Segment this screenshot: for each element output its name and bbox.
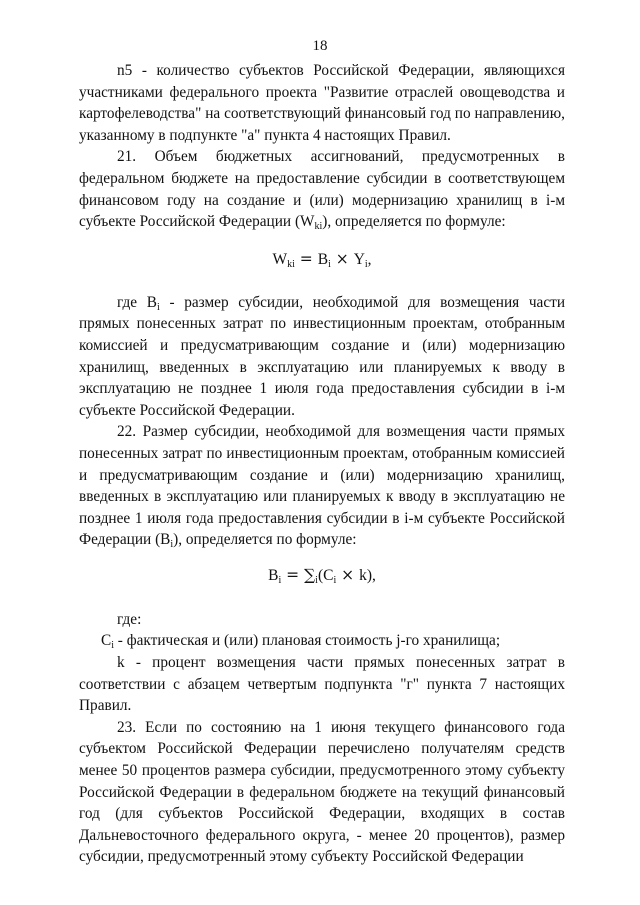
- document-body: [79, 60, 565, 868]
- formula1-lhs: W: [272, 250, 288, 268]
- paragraph-22-tail: ), определяется по формуле:: [173, 531, 357, 549]
- paragraph-22-text: 22. Размер субсидии, необходимой для возмещения части прямых понесенных затрат по инвестиционным проектам, отобранным комиссией и предусматривающим создание и (или) модернизацию хранилищ, введенных в эксплуатацию или планируемых к вводу в эксплуатацию не позднее 1 июля года предоставления субсидии в i-м субъекте Российской Федерации (: [79, 423, 565, 549]
- formula-bi: [79, 564, 565, 587]
- formula1-end: ,: [367, 250, 372, 268]
- formula2-op: ×: [336, 565, 360, 584]
- formula2-lhs-sub: i: [278, 574, 282, 586]
- ci-variable-sub: i: [111, 640, 114, 652]
- formula2-sum-sub: i: [315, 574, 318, 586]
- formula1-a-sub: i: [328, 258, 331, 270]
- formula1-lhs-sub: ki: [287, 258, 295, 270]
- ci-variable: C: [101, 632, 112, 650]
- formula1-b-sub: i: [364, 258, 368, 270]
- formula2-c: C: [323, 566, 334, 584]
- paragraph-ci: [79, 630, 565, 652]
- formula2-sum: ∑: [304, 565, 316, 584]
- formula2-c-sub: i: [333, 574, 337, 586]
- where-bi-text: - размер субсидии, необходимой для возмещения части прямых понесенных затрат по инвестиционным проектам, отобранным комиссией и предусматривающим создание и (или) модернизацию хранилищ, введенных в эксплуатацию или планируемых к вводу в эксплуатацию не позднее 1 июля года предоставления субсидии в i-м субъекте Российской Федерации.: [79, 293, 566, 419]
- paragraph-21-tail: ), определяется по формуле:: [322, 213, 506, 231]
- ci-text: - фактическая и (или) плановая стоимость j-го хранилища;: [113, 632, 501, 650]
- paragraph-n5: n5 - количество субъектов Российской Федерации, являющихся участниками федерального проекта "Развитие отраслей овощеводства и картофелеводства" на соответствующий финансовый год по направлению, указанному в подпункте "а" пункта 4 настоящих Правил.: [79, 62, 565, 144]
- formula-wki: [79, 248, 565, 271]
- paragraph-k: k - процент возмещения части прямых понесенных затрат в соответствии с абзацем четвертым подпункта "г" пункта 7 настоящих Правил.: [79, 654, 565, 715]
- formula1-b: Y: [353, 250, 365, 268]
- where-bi-variable-sub: i: [156, 301, 160, 313]
- where-bi-prefix: где: [117, 293, 147, 311]
- where-bi-variable: B: [146, 293, 157, 311]
- paragraph-where-2: где:: [117, 610, 142, 628]
- formula2-open: (: [317, 566, 324, 584]
- paragraph-22-variable-sub: i: [170, 539, 174, 551]
- paragraph-21-variable-sub: ki: [314, 221, 323, 233]
- paragraph-where-bi: [79, 292, 565, 422]
- formula1-a: B: [317, 250, 329, 268]
- paragraph-21: [79, 146, 565, 232]
- paragraph-23: 23. Если по состоянию на 1 июня текущего финансового года субъектом Российской Федерации перечислено получателям средств менее 50 процентов размера субсидии, предусмотренного этому субъекту Российской Федерации в федеральном бюджете на текущий финансовый год (для субъектов Российской Федерации, входящих в состав Дальневосточного федерального округа, - менее 20 процентов), размер субсидии, предусмотренный этому субъекту Российской Федерации: [79, 718, 565, 866]
- formula2-close: ): [366, 566, 372, 584]
- page-number: 18: [312, 38, 328, 54]
- formula1-eq: =: [294, 249, 318, 268]
- formula1-op: ×: [330, 249, 354, 268]
- formula2-k: k: [359, 566, 367, 584]
- paragraph-22: [79, 421, 565, 551]
- paragraph-21-variable: W: [300, 213, 315, 231]
- paragraph-21-text: 21. Объем бюджетных ассигнований, предусмотренных в федеральном бюджете на предоставление субсидии в соответствующем финансовом году на создание и (или) модернизацию хранилищ в i-м субъекте Российской Федерации (: [79, 148, 565, 231]
- formula2-eq: =: [281, 565, 305, 584]
- paragraph-22-variable: B: [160, 531, 171, 549]
- formula2-end: ,: [372, 566, 376, 584]
- formula2-lhs: B: [268, 566, 279, 584]
